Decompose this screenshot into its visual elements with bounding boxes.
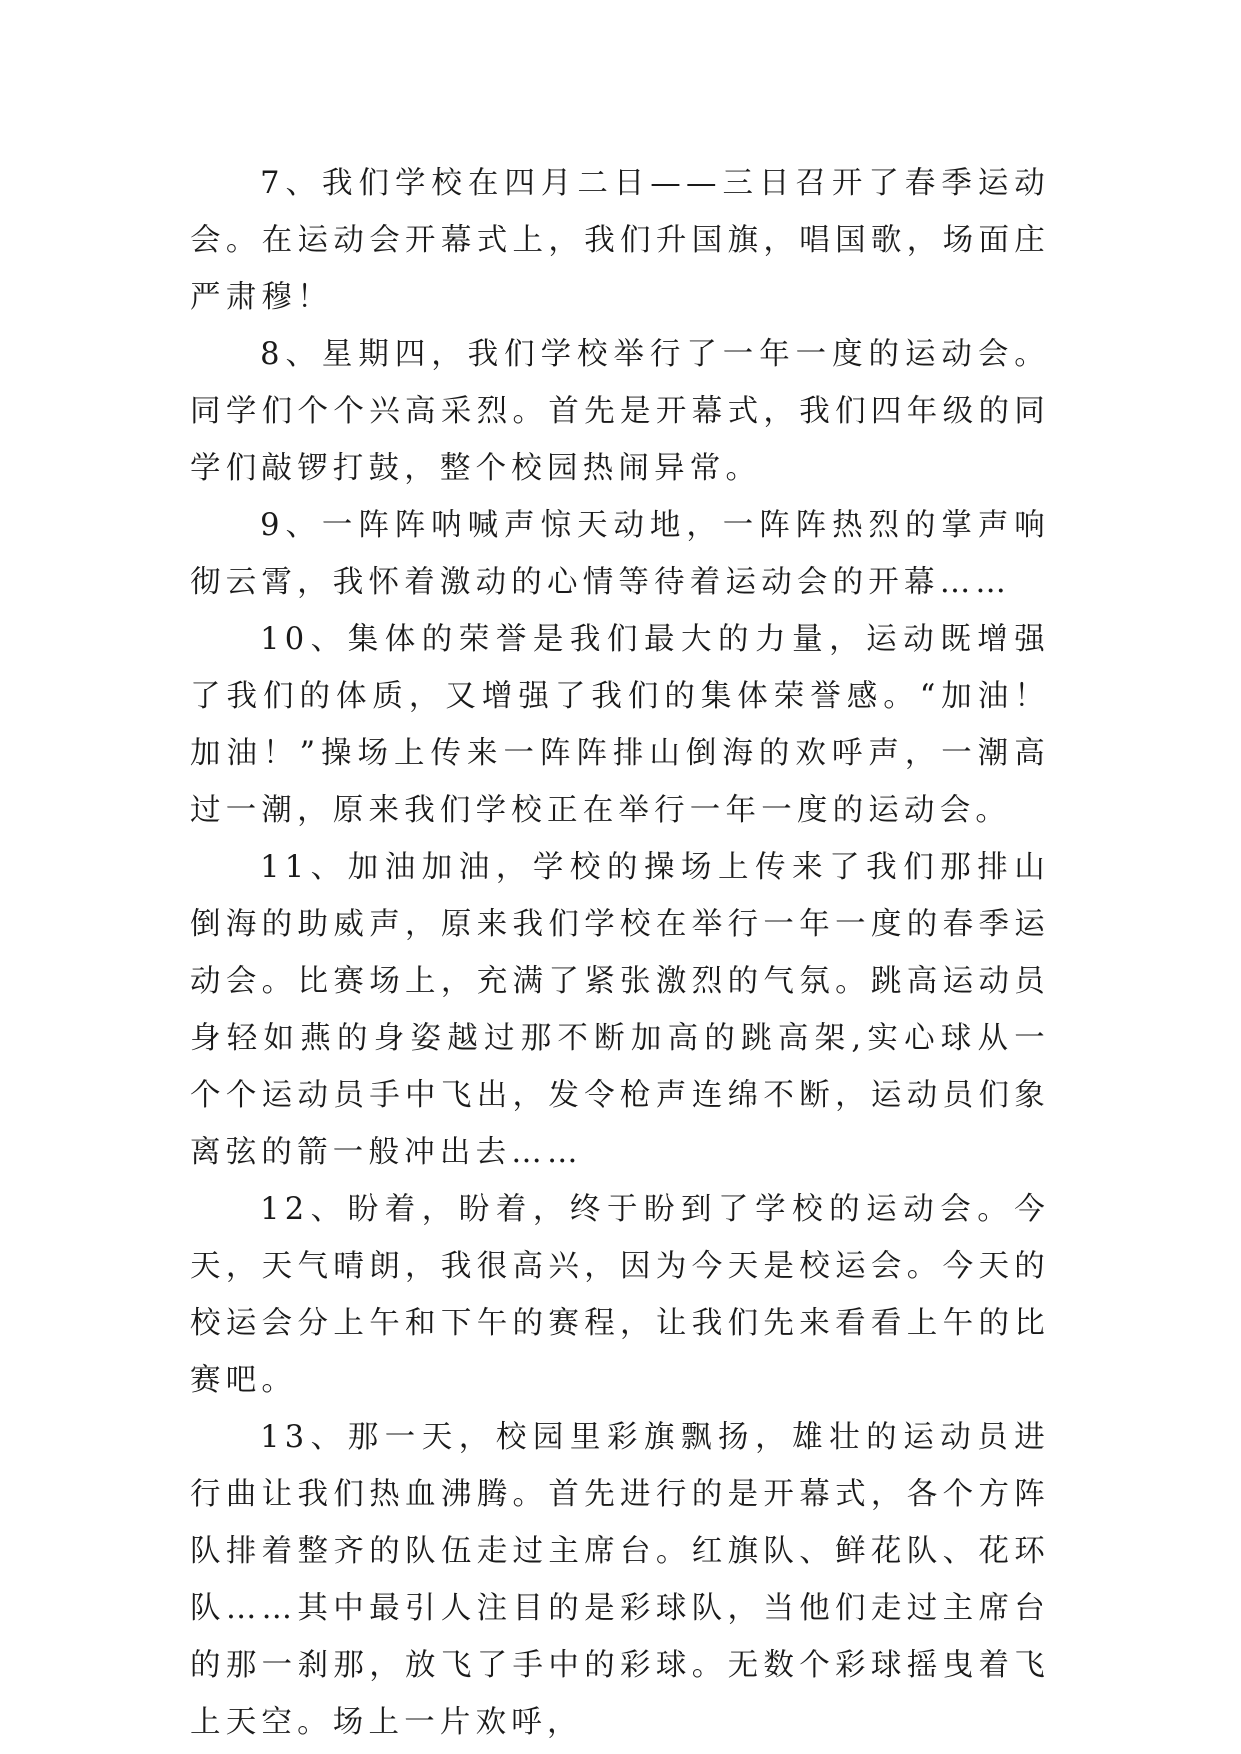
paragraph-11: 11、加油加油，学校的操场上传来了我们那排山倒海的助威声，原来我们学校在举行一年一度的春季运动会。比赛场上，充满了紧张激烈的气氛。跳高运动员身轻如燕的身姿越过那不断加高的跳高架,实心球从一个个运动员手中飞出，发令枪声连绵不断，运动员们象离弦的箭一般冲出去…… xyxy=(190,850,1050,1170)
paragraph-8: 8、星期四，我们学校举行了一年一度的运动会。同学们个个兴高采烈。首先是开幕式，我们四年级的同学们敲锣打鼓，整个校园热闹异常。 xyxy=(190,337,1050,486)
paragraph-13: 13、那一天，校园里彩旗飘扬，雄壮的运动员进行曲让我们热血沸腾。首先进行的是开幕式，各个方阵队排着整齐的队伍走过主席台。红旗队、鲜花队、花环队……其中最引人注目的是彩球队，当他们走过主席台的那一刹那，放飞了手中的彩球。无数个彩球摇曳着飞上天空。场上一片欢呼， xyxy=(190,1420,1050,1740)
document-body xyxy=(190,155,1050,1751)
paragraph-9: 9、一阵阵呐喊声惊天动地，一阵阵热烈的掌声响彻云霄，我怀着激动的心情等待着运动会的开幕…… xyxy=(190,508,1050,600)
paragraph-10: 10、集体的荣誉是我们最大的力量，运动既增强了我们的体质，又增强了我们的集体荣誉感。“加油！加油！”操场上传来一阵阵排山倒海的欢呼声，一潮高过一潮，原来我们学校正在举行一年一度的运动会。 xyxy=(190,622,1050,828)
paragraph-7: 7、我们学校在四月二日——三日召开了春季运动会。在运动会开幕式上，我们升国旗，唱国歌，场面庄严肃穆！ xyxy=(190,166,1050,315)
paragraph-12: 12、盼着，盼着，终于盼到了学校的运动会。今天，天气晴朗，我很高兴，因为今天是校运会。今天的校运会分上午和下午的赛程，让我们先来看看上午的比赛吧。 xyxy=(190,1192,1050,1398)
